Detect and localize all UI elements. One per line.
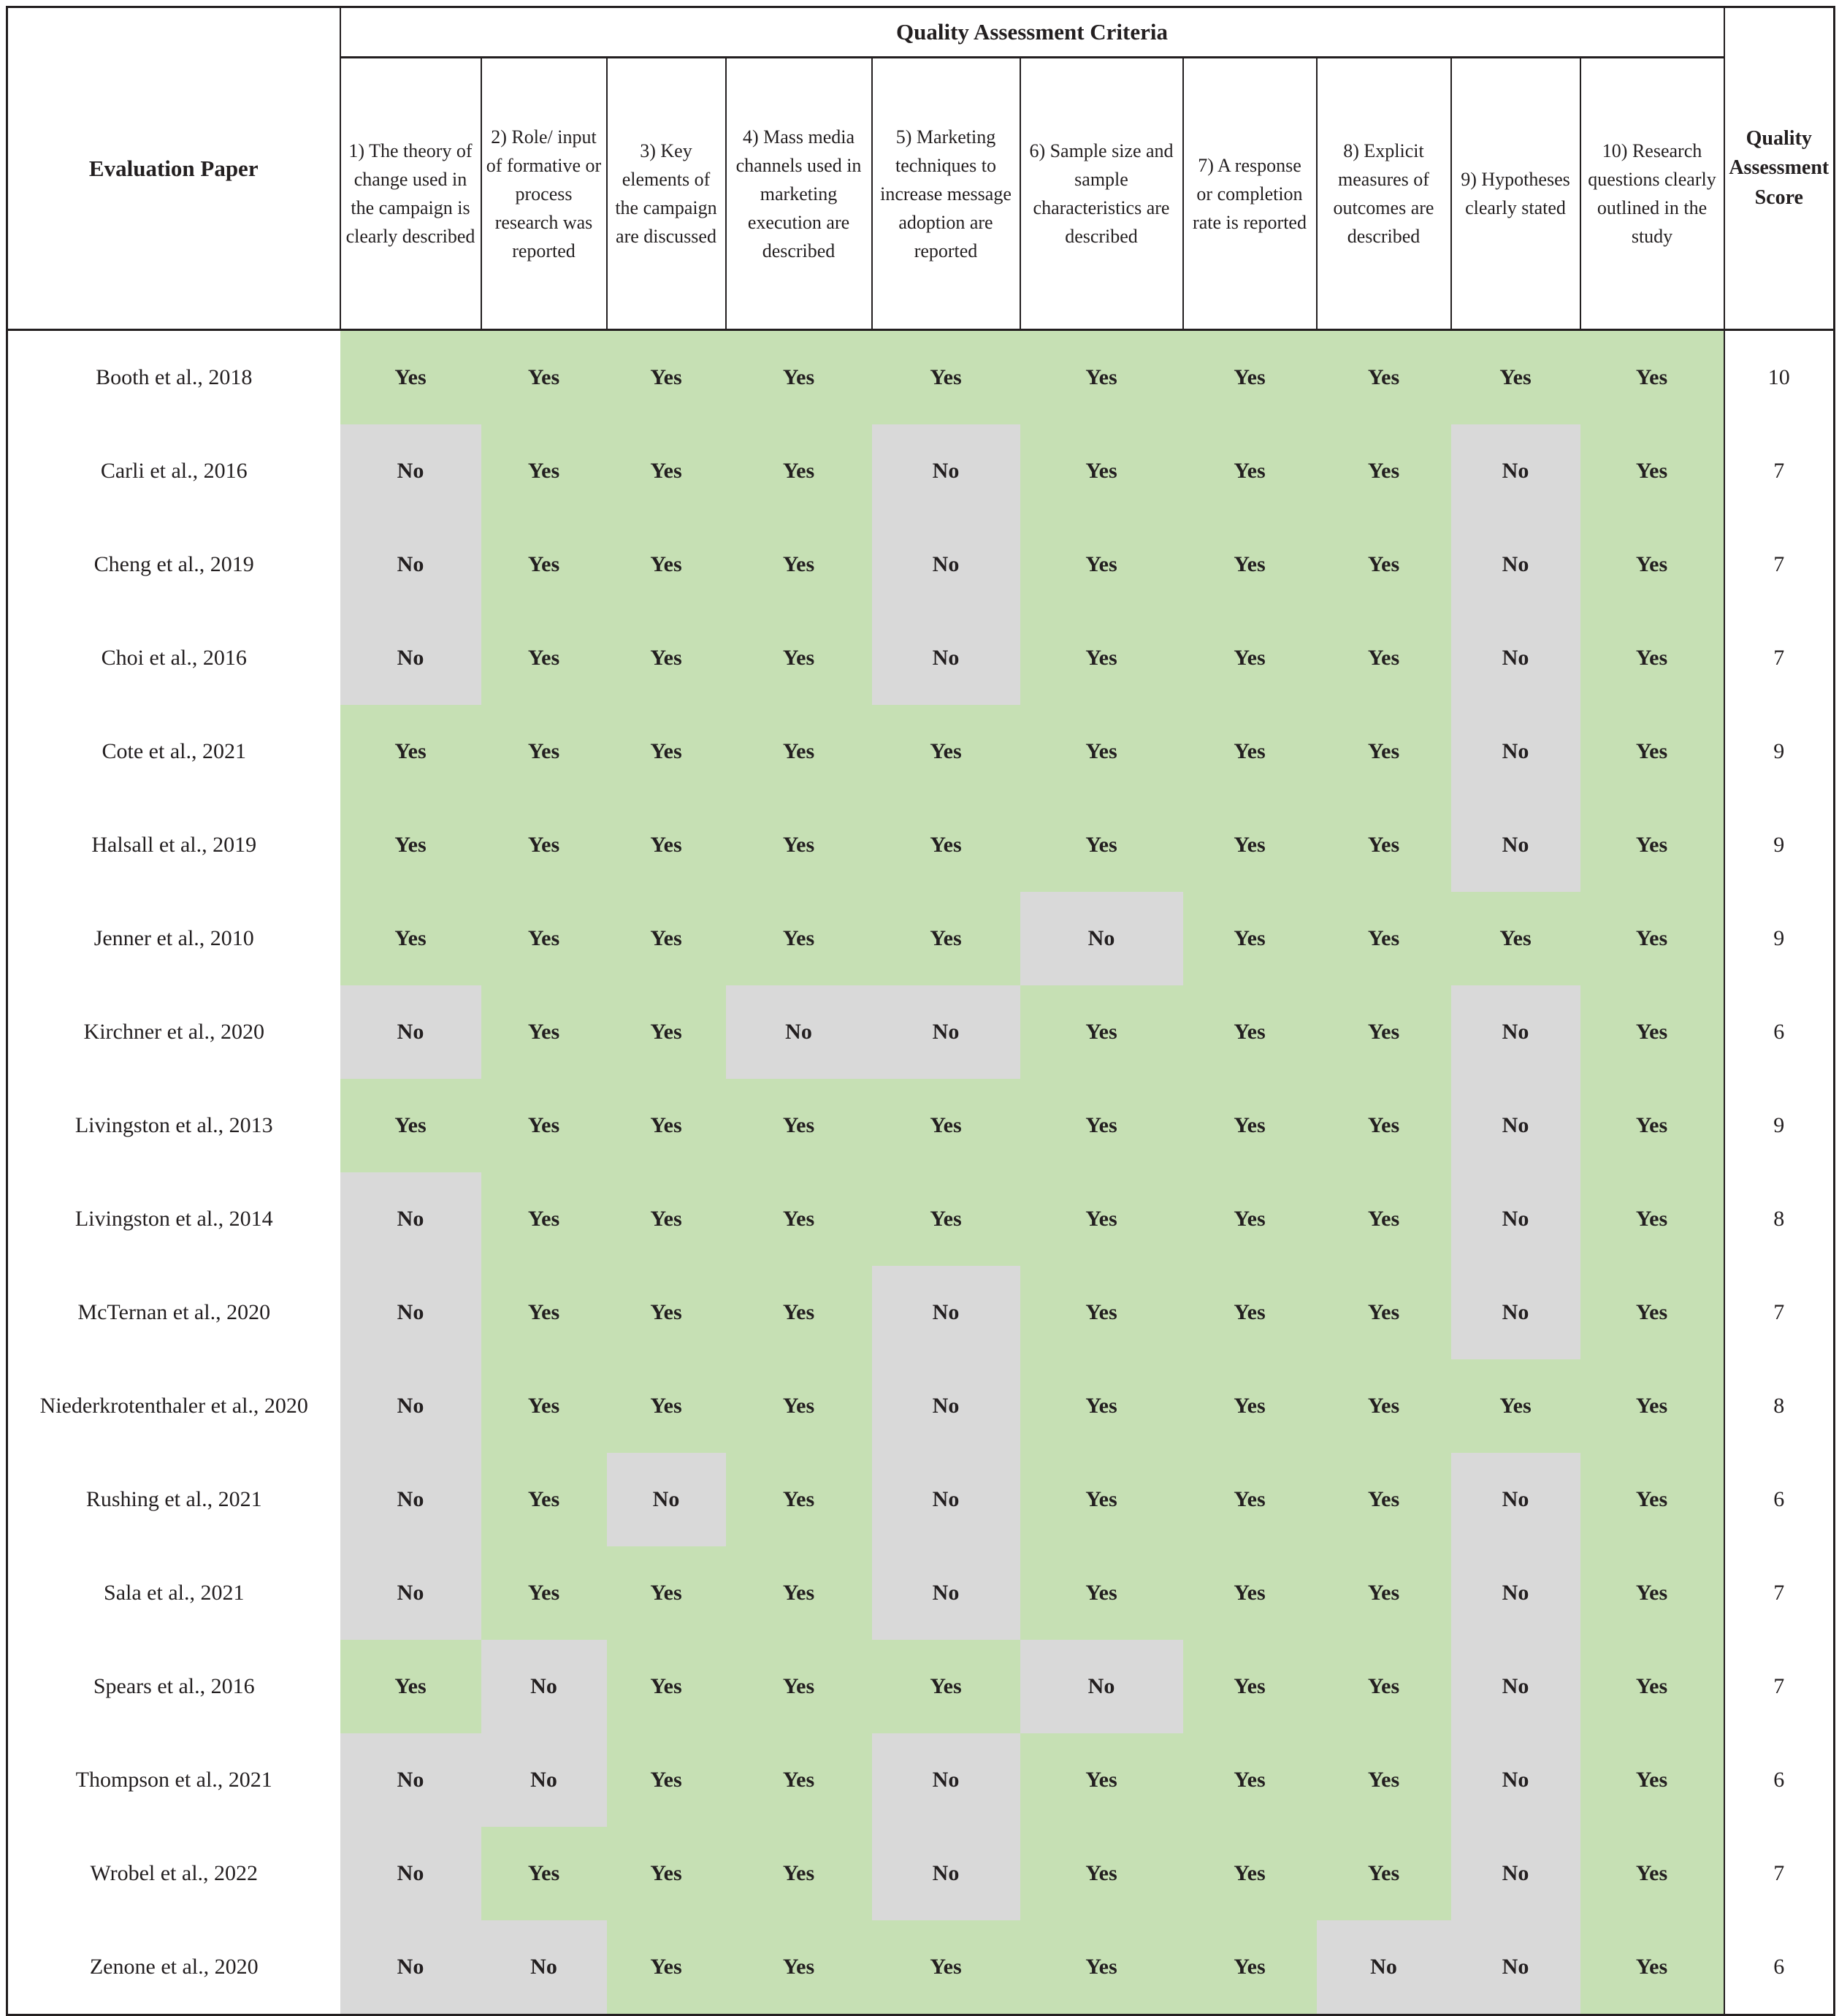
- table-row: [7, 518, 1835, 611]
- rating-cell-criterion-3: Yes: [607, 798, 726, 892]
- table-row: [7, 1733, 1835, 1827]
- table-row: [7, 611, 1835, 705]
- rating-cell-criterion-5: Yes: [872, 798, 1020, 892]
- rating-cell-criterion-7: Yes: [1183, 892, 1317, 985]
- table-body: [7, 330, 1835, 2015]
- rating-cell-criterion-7: Yes: [1183, 1453, 1317, 1546]
- paper-name: Livingston et al., 2014: [7, 1172, 340, 1266]
- table-row: [7, 1827, 1835, 1920]
- rating-cell-criterion-10: Yes: [1580, 1079, 1724, 1172]
- score-value: 7: [1724, 424, 1835, 518]
- rating-cell-criterion-2: Yes: [481, 518, 607, 611]
- rating-cell-criterion-10: Yes: [1580, 1827, 1724, 1920]
- rating-cell-criterion-2: Yes: [481, 1266, 607, 1359]
- table-row: [7, 1079, 1835, 1172]
- rating-cell-criterion-6: Yes: [1020, 1453, 1183, 1546]
- rating-cell-criterion-9: No: [1451, 518, 1580, 611]
- rating-cell-criterion-9: No: [1451, 611, 1580, 705]
- rating-cell-criterion-7: Yes: [1183, 1079, 1317, 1172]
- rating-cell-criterion-10: Yes: [1580, 1359, 1724, 1453]
- paper-name: Booth et al., 2018: [7, 330, 340, 425]
- table-row: [7, 985, 1835, 1079]
- rating-cell-criterion-3: Yes: [607, 1079, 726, 1172]
- rating-cell-criterion-6: Yes: [1020, 798, 1183, 892]
- rating-cell-criterion-5: Yes: [872, 705, 1020, 798]
- rating-cell-criterion-1: Yes: [340, 1640, 481, 1733]
- rating-cell-criterion-6: Yes: [1020, 518, 1183, 611]
- criterion-header-10: 10) Research questions clearly outlined in the study: [1580, 58, 1724, 330]
- rating-cell-criterion-4: Yes: [726, 1920, 872, 2015]
- rating-cell-criterion-5: Yes: [872, 1172, 1020, 1266]
- paper-name: Niederkrotenthaler et al., 2020: [7, 1359, 340, 1453]
- score-value: 9: [1724, 892, 1835, 985]
- rating-cell-criterion-3: No: [607, 1453, 726, 1546]
- criterion-header-9: 9) Hypotheses clearly stated: [1451, 58, 1580, 330]
- rating-cell-criterion-10: Yes: [1580, 1733, 1724, 1827]
- rating-cell-criterion-3: Yes: [607, 330, 726, 425]
- rating-cell-criterion-5: No: [872, 424, 1020, 518]
- rating-cell-criterion-2: Yes: [481, 1172, 607, 1266]
- rating-cell-criterion-9: No: [1451, 985, 1580, 1079]
- score-value: 7: [1724, 1546, 1835, 1640]
- rating-cell-criterion-5: Yes: [872, 1079, 1020, 1172]
- rating-cell-criterion-4: Yes: [726, 611, 872, 705]
- score-value: 6: [1724, 1920, 1835, 2015]
- rating-cell-criterion-5: Yes: [872, 1920, 1020, 2015]
- rating-cell-criterion-4: Yes: [726, 1359, 872, 1453]
- table-row: [7, 705, 1835, 798]
- rating-cell-criterion-7: Yes: [1183, 1640, 1317, 1733]
- rating-cell-criterion-1: No: [340, 985, 481, 1079]
- criterion-header-5: 5) Marketing techniques to increase message adoption are reported: [872, 58, 1020, 330]
- rating-cell-criterion-4: Yes: [726, 1640, 872, 1733]
- rating-cell-criterion-9: No: [1451, 1266, 1580, 1359]
- rating-cell-criterion-10: Yes: [1580, 330, 1724, 425]
- rating-cell-criterion-8: Yes: [1317, 798, 1451, 892]
- rating-cell-criterion-9: No: [1451, 1453, 1580, 1546]
- table-row: [7, 1640, 1835, 1733]
- rating-cell-criterion-10: Yes: [1580, 611, 1724, 705]
- rating-cell-criterion-7: Yes: [1183, 1266, 1317, 1359]
- rating-cell-criterion-1: No: [340, 1546, 481, 1640]
- rating-cell-criterion-2: Yes: [481, 1359, 607, 1453]
- rating-cell-criterion-9: Yes: [1451, 892, 1580, 985]
- rating-cell-criterion-4: Yes: [726, 1827, 872, 1920]
- rating-cell-criterion-2: Yes: [481, 892, 607, 985]
- rating-cell-criterion-5: Yes: [872, 892, 1020, 985]
- rating-cell-criterion-7: Yes: [1183, 1359, 1317, 1453]
- rating-cell-criterion-7: Yes: [1183, 1172, 1317, 1266]
- rating-cell-criterion-7: Yes: [1183, 1827, 1317, 1920]
- rating-cell-criterion-3: Yes: [607, 1640, 726, 1733]
- rating-cell-criterion-9: No: [1451, 1827, 1580, 1920]
- rating-cell-criterion-4: Yes: [726, 1733, 872, 1827]
- rating-cell-criterion-2: Yes: [481, 1079, 607, 1172]
- rating-cell-criterion-4: Yes: [726, 518, 872, 611]
- rating-cell-criterion-6: Yes: [1020, 424, 1183, 518]
- rating-cell-criterion-7: Yes: [1183, 518, 1317, 611]
- rating-cell-criterion-7: Yes: [1183, 611, 1317, 705]
- rating-cell-criterion-2: Yes: [481, 330, 607, 425]
- rating-cell-criterion-4: Yes: [726, 1266, 872, 1359]
- paper-name: Spears et al., 2016: [7, 1640, 340, 1733]
- rating-cell-criterion-8: Yes: [1317, 611, 1451, 705]
- rating-cell-criterion-5: No: [872, 611, 1020, 705]
- paper-name: Cheng et al., 2019: [7, 518, 340, 611]
- score-value: 9: [1724, 705, 1835, 798]
- rating-cell-criterion-4: Yes: [726, 424, 872, 518]
- table-row: [7, 424, 1835, 518]
- table-row: [7, 1453, 1835, 1546]
- rating-cell-criterion-3: Yes: [607, 611, 726, 705]
- rating-cell-criterion-7: Yes: [1183, 1920, 1317, 2015]
- rating-cell-criterion-10: Yes: [1580, 705, 1724, 798]
- score-value: 9: [1724, 1079, 1835, 1172]
- rating-cell-criterion-8: Yes: [1317, 892, 1451, 985]
- rating-cell-criterion-2: No: [481, 1920, 607, 2015]
- rating-cell-criterion-8: Yes: [1317, 1266, 1451, 1359]
- rating-cell-criterion-3: Yes: [607, 1359, 726, 1453]
- rating-cell-criterion-10: Yes: [1580, 1172, 1724, 1266]
- rating-cell-criterion-9: No: [1451, 705, 1580, 798]
- rating-cell-criterion-8: Yes: [1317, 1359, 1451, 1453]
- rating-cell-criterion-7: Yes: [1183, 1733, 1317, 1827]
- quality-assessment-table: [6, 6, 1835, 2016]
- rating-cell-criterion-6: Yes: [1020, 611, 1183, 705]
- rating-cell-criterion-8: Yes: [1317, 330, 1451, 425]
- rating-cell-criterion-8: No: [1317, 1920, 1451, 2015]
- table-row: [7, 798, 1835, 892]
- paper-name: Livingston et al., 2013: [7, 1079, 340, 1172]
- rating-cell-criterion-5: No: [872, 1827, 1020, 1920]
- rating-cell-criterion-6: Yes: [1020, 705, 1183, 798]
- criterion-header-3: 3) Key elements of the campaign are discussed: [607, 58, 726, 330]
- rating-cell-criterion-5: No: [872, 1453, 1020, 1546]
- rating-cell-criterion-9: No: [1451, 1079, 1580, 1172]
- rating-cell-criterion-9: No: [1451, 1640, 1580, 1733]
- rating-cell-criterion-2: Yes: [481, 1546, 607, 1640]
- rating-cell-criterion-7: Yes: [1183, 330, 1317, 425]
- rating-cell-criterion-8: Yes: [1317, 1453, 1451, 1546]
- score-value: 9: [1724, 798, 1835, 892]
- rating-cell-criterion-6: No: [1020, 1640, 1183, 1733]
- rating-cell-criterion-1: No: [340, 1453, 481, 1546]
- rating-cell-criterion-4: Yes: [726, 798, 872, 892]
- rating-cell-criterion-3: Yes: [607, 985, 726, 1079]
- rating-cell-criterion-9: No: [1451, 1546, 1580, 1640]
- score-value: 8: [1724, 1172, 1835, 1266]
- rating-cell-criterion-5: No: [872, 1546, 1020, 1640]
- rating-cell-criterion-5: No: [872, 985, 1020, 1079]
- rating-cell-criterion-3: Yes: [607, 1546, 726, 1640]
- rating-cell-criterion-3: Yes: [607, 518, 726, 611]
- rating-cell-criterion-3: Yes: [607, 892, 726, 985]
- rating-cell-criterion-10: Yes: [1580, 518, 1724, 611]
- table-row: [7, 1172, 1835, 1266]
- paper-name: Carli et al., 2016: [7, 424, 340, 518]
- criterion-header-4: 4) Mass media channels used in marketing execution are described: [726, 58, 872, 330]
- rating-cell-criterion-1: No: [340, 1920, 481, 2015]
- rating-cell-criterion-2: No: [481, 1733, 607, 1827]
- table-row: [7, 330, 1835, 425]
- score-value: 7: [1724, 611, 1835, 705]
- rating-cell-criterion-9: No: [1451, 1172, 1580, 1266]
- rating-cell-criterion-6: Yes: [1020, 1079, 1183, 1172]
- rating-cell-criterion-2: Yes: [481, 705, 607, 798]
- rating-cell-criterion-1: No: [340, 1733, 481, 1827]
- table-row: [7, 1266, 1835, 1359]
- rating-cell-criterion-5: No: [872, 1266, 1020, 1359]
- rating-cell-criterion-6: No: [1020, 892, 1183, 985]
- rating-cell-criterion-1: Yes: [340, 330, 481, 425]
- rating-cell-criterion-8: Yes: [1317, 1546, 1451, 1640]
- rating-cell-criterion-10: Yes: [1580, 1546, 1724, 1640]
- score-value: 6: [1724, 1453, 1835, 1546]
- rating-cell-criterion-8: Yes: [1317, 985, 1451, 1079]
- rating-cell-criterion-8: Yes: [1317, 424, 1451, 518]
- rating-cell-criterion-1: Yes: [340, 705, 481, 798]
- paper-name: Sala et al., 2021: [7, 1546, 340, 1640]
- rating-cell-criterion-2: Yes: [481, 611, 607, 705]
- rating-cell-criterion-8: Yes: [1317, 1733, 1451, 1827]
- score-value: 7: [1724, 1640, 1835, 1733]
- rating-cell-criterion-5: Yes: [872, 1640, 1020, 1733]
- score-value: 6: [1724, 1733, 1835, 1827]
- rating-cell-criterion-4: Yes: [726, 892, 872, 985]
- table-row: [7, 1920, 1835, 2015]
- rating-cell-criterion-7: Yes: [1183, 1546, 1317, 1640]
- rating-cell-criterion-5: No: [872, 1733, 1020, 1827]
- score-value: 10: [1724, 330, 1835, 425]
- rating-cell-criterion-7: Yes: [1183, 798, 1317, 892]
- criteria-group-header: Quality Assessment Criteria: [340, 7, 1724, 58]
- rating-cell-criterion-10: Yes: [1580, 985, 1724, 1079]
- rating-cell-criterion-8: Yes: [1317, 1079, 1451, 1172]
- rating-cell-criterion-10: Yes: [1580, 798, 1724, 892]
- rating-cell-criterion-2: Yes: [481, 985, 607, 1079]
- score-value: 7: [1724, 1827, 1835, 1920]
- rating-cell-criterion-7: Yes: [1183, 985, 1317, 1079]
- evaluation-paper-header: Evaluation Paper: [7, 7, 340, 330]
- rating-cell-criterion-6: Yes: [1020, 1546, 1183, 1640]
- criterion-header-2: 2) Role/ input of formative or process research was reported: [481, 58, 607, 330]
- paper-name: Halsall et al., 2019: [7, 798, 340, 892]
- rating-cell-criterion-2: Yes: [481, 424, 607, 518]
- rating-cell-criterion-8: Yes: [1317, 1827, 1451, 1920]
- rating-cell-criterion-1: Yes: [340, 798, 481, 892]
- paper-name: Wrobel et al., 2022: [7, 1827, 340, 1920]
- rating-cell-criterion-10: Yes: [1580, 1640, 1724, 1733]
- paper-name: Rushing et al., 2021: [7, 1453, 340, 1546]
- rating-cell-criterion-10: Yes: [1580, 1920, 1724, 2015]
- paper-name: Choi et al., 2016: [7, 611, 340, 705]
- criterion-header-7: 7) A response or completion rate is reported: [1183, 58, 1317, 330]
- rating-cell-criterion-6: Yes: [1020, 985, 1183, 1079]
- table-row: [7, 892, 1835, 985]
- table-row: [7, 1546, 1835, 1640]
- rating-cell-criterion-6: Yes: [1020, 1733, 1183, 1827]
- rating-cell-criterion-3: Yes: [607, 1266, 726, 1359]
- rating-cell-criterion-6: Yes: [1020, 1920, 1183, 2015]
- rating-cell-criterion-1: No: [340, 424, 481, 518]
- rating-cell-criterion-3: Yes: [607, 1827, 726, 1920]
- rating-cell-criterion-2: Yes: [481, 798, 607, 892]
- paper-name: Jenner et al., 2010: [7, 892, 340, 985]
- rating-cell-criterion-3: Yes: [607, 424, 726, 518]
- rating-cell-criterion-3: Yes: [607, 1733, 726, 1827]
- rating-cell-criterion-3: Yes: [607, 705, 726, 798]
- score-value: 7: [1724, 1266, 1835, 1359]
- score-header: Quality Assessment Score: [1724, 7, 1835, 330]
- rating-cell-criterion-1: No: [340, 1172, 481, 1266]
- rating-cell-criterion-10: Yes: [1580, 424, 1724, 518]
- criterion-header-8: 8) Explicit measures of outcomes are described: [1317, 58, 1451, 330]
- rating-cell-criterion-2: No: [481, 1640, 607, 1733]
- rating-cell-criterion-1: No: [340, 1359, 481, 1453]
- paper-name: Thompson et al., 2021: [7, 1733, 340, 1827]
- rating-cell-criterion-6: Yes: [1020, 330, 1183, 425]
- rating-cell-criterion-9: Yes: [1451, 1359, 1580, 1453]
- rating-cell-criterion-8: Yes: [1317, 705, 1451, 798]
- rating-cell-criterion-4: No: [726, 985, 872, 1079]
- rating-cell-criterion-3: Yes: [607, 1920, 726, 2015]
- rating-cell-criterion-1: No: [340, 1266, 481, 1359]
- rating-cell-criterion-1: No: [340, 518, 481, 611]
- rating-cell-criterion-1: No: [340, 611, 481, 705]
- criterion-header-6: 6) Sample size and sample characteristics are described: [1020, 58, 1183, 330]
- rating-cell-criterion-5: No: [872, 1359, 1020, 1453]
- rating-cell-criterion-1: No: [340, 1827, 481, 1920]
- rating-cell-criterion-4: Yes: [726, 1546, 872, 1640]
- rating-cell-criterion-5: Yes: [872, 330, 1020, 425]
- rating-cell-criterion-10: Yes: [1580, 892, 1724, 985]
- rating-cell-criterion-9: No: [1451, 424, 1580, 518]
- rating-cell-criterion-4: Yes: [726, 1079, 872, 1172]
- rating-cell-criterion-2: Yes: [481, 1827, 607, 1920]
- rating-cell-criterion-7: Yes: [1183, 705, 1317, 798]
- rating-cell-criterion-4: Yes: [726, 1453, 872, 1546]
- rating-cell-criterion-10: Yes: [1580, 1453, 1724, 1546]
- rating-cell-criterion-9: Yes: [1451, 330, 1580, 425]
- score-value: 6: [1724, 985, 1835, 1079]
- table-header: [7, 7, 1835, 330]
- rating-cell-criterion-4: Yes: [726, 1172, 872, 1266]
- rating-cell-criterion-9: No: [1451, 798, 1580, 892]
- paper-name: Zenone et al., 2020: [7, 1920, 340, 2015]
- rating-cell-criterion-6: Yes: [1020, 1266, 1183, 1359]
- rating-cell-criterion-8: Yes: [1317, 1172, 1451, 1266]
- rating-cell-criterion-7: Yes: [1183, 424, 1317, 518]
- paper-name: McTernan et al., 2020: [7, 1266, 340, 1359]
- rating-cell-criterion-8: Yes: [1317, 1640, 1451, 1733]
- rating-cell-criterion-5: No: [872, 518, 1020, 611]
- rating-cell-criterion-8: Yes: [1317, 518, 1451, 611]
- rating-cell-criterion-4: Yes: [726, 330, 872, 425]
- paper-name: Kirchner et al., 2020: [7, 985, 340, 1079]
- rating-cell-criterion-2: Yes: [481, 1453, 607, 1546]
- rating-cell-criterion-1: Yes: [340, 892, 481, 985]
- table-row: [7, 1359, 1835, 1453]
- rating-cell-criterion-4: Yes: [726, 705, 872, 798]
- rating-cell-criterion-10: Yes: [1580, 1266, 1724, 1359]
- rating-cell-criterion-3: Yes: [607, 1172, 726, 1266]
- paper-name: Cote et al., 2021: [7, 705, 340, 798]
- rating-cell-criterion-1: Yes: [340, 1079, 481, 1172]
- criterion-header-1: 1) The theory of change used in the campaign is clearly described: [340, 58, 481, 330]
- rating-cell-criterion-6: Yes: [1020, 1172, 1183, 1266]
- rating-cell-criterion-9: No: [1451, 1733, 1580, 1827]
- rating-cell-criterion-6: Yes: [1020, 1827, 1183, 1920]
- score-value: 7: [1724, 518, 1835, 611]
- score-value: 8: [1724, 1359, 1835, 1453]
- rating-cell-criterion-9: No: [1451, 1920, 1580, 2015]
- rating-cell-criterion-6: Yes: [1020, 1359, 1183, 1453]
